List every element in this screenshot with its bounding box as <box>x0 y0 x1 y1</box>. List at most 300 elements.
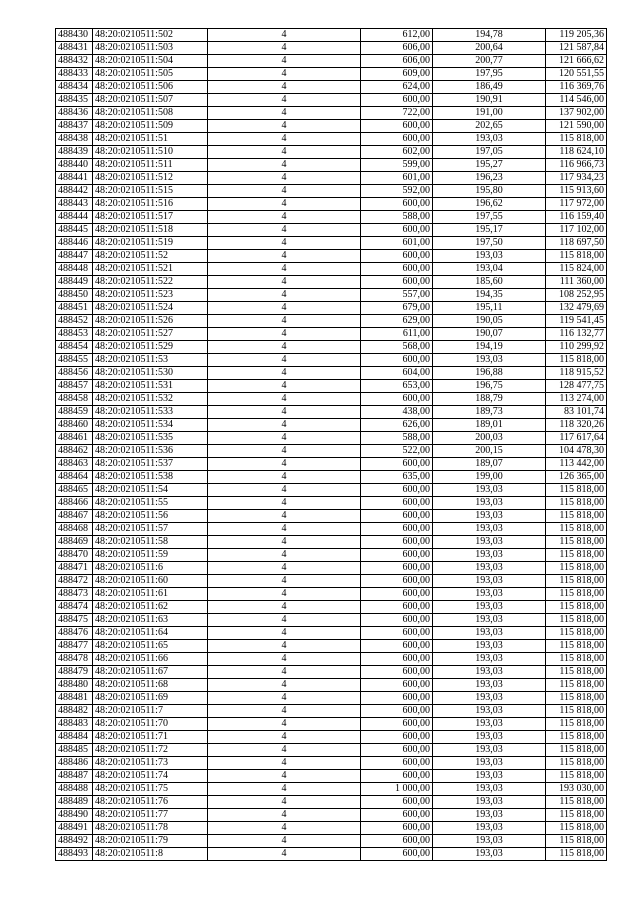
table-row <box>56 484 607 497</box>
cadastral-value-cell: 137 902,00 <box>546 107 607 120</box>
group-cell: 4 <box>208 263 361 276</box>
cadastral-number-cell: 48:20:0210511:502 <box>93 29 208 42</box>
cadastral-number-cell: 48:20:0210511:526 <box>93 315 208 328</box>
specific-value-cell: 197,95 <box>433 68 546 81</box>
cadastral-value-cell: 115 818,00 <box>546 250 607 263</box>
area-cell: 522,00 <box>361 445 433 458</box>
cadastral-value-cell: 115 913,60 <box>546 185 607 198</box>
area-cell: 438,00 <box>361 406 433 419</box>
row-id-cell: 488489 <box>56 796 93 809</box>
area-cell: 600,00 <box>361 705 433 718</box>
cadastral-number-cell: 48:20:0210511:529 <box>93 341 208 354</box>
row-id-cell: 488470 <box>56 549 93 562</box>
specific-value-cell: 193,03 <box>433 757 546 770</box>
row-id-cell: 488437 <box>56 120 93 133</box>
cadastral-value-cell: 104 478,30 <box>546 445 607 458</box>
cadastral-value-cell: 118 320,26 <box>546 419 607 432</box>
group-cell: 4 <box>208 42 361 55</box>
cadastral-number-cell: 48:20:0210511:524 <box>93 302 208 315</box>
table-row <box>56 159 607 172</box>
group-cell: 4 <box>208 81 361 94</box>
row-id-cell: 488444 <box>56 211 93 224</box>
cadastral-number-cell: 48:20:0210511:72 <box>93 744 208 757</box>
cadastral-value-cell: 115 818,00 <box>546 562 607 575</box>
table-row <box>56 536 607 549</box>
specific-value-cell: 193,03 <box>433 835 546 848</box>
group-cell: 4 <box>208 133 361 146</box>
cadastral-value-cell: 115 818,00 <box>546 510 607 523</box>
row-id-cell: 488492 <box>56 835 93 848</box>
specific-value-cell: 193,03 <box>433 679 546 692</box>
group-cell: 4 <box>208 614 361 627</box>
cadastral-number-cell: 48:20:0210511:507 <box>93 94 208 107</box>
specific-value-cell: 193,03 <box>433 250 546 263</box>
row-id-cell: 488493 <box>56 848 93 861</box>
cadastral-number-cell: 48:20:0210511:61 <box>93 588 208 601</box>
specific-value-cell: 194,19 <box>433 341 546 354</box>
table-row <box>56 224 607 237</box>
table-row <box>56 406 607 419</box>
cadastral-number-cell: 48:20:0210511:512 <box>93 172 208 185</box>
group-cell: 4 <box>208 302 361 315</box>
table-row <box>56 380 607 393</box>
group-cell: 4 <box>208 770 361 783</box>
row-id-cell: 488469 <box>56 536 93 549</box>
area-cell: 600,00 <box>361 484 433 497</box>
cadastral-value-cell: 118 624,10 <box>546 146 607 159</box>
row-id-cell: 488461 <box>56 432 93 445</box>
specific-value-cell: 202,65 <box>433 120 546 133</box>
group-cell: 4 <box>208 575 361 588</box>
area-cell: 722,00 <box>361 107 433 120</box>
group-cell: 4 <box>208 107 361 120</box>
table-row <box>56 757 607 770</box>
specific-value-cell: 200,77 <box>433 55 546 68</box>
row-id-cell: 488455 <box>56 354 93 367</box>
cadastral-value-cell: 193 030,00 <box>546 783 607 796</box>
group-cell: 4 <box>208 666 361 679</box>
table-row <box>56 198 607 211</box>
area-cell: 568,00 <box>361 341 433 354</box>
table-row <box>56 666 607 679</box>
table-row <box>56 432 607 445</box>
cadastral-number-cell: 48:20:0210511:6 <box>93 562 208 575</box>
cadastral-number-cell: 48:20:0210511:516 <box>93 198 208 211</box>
group-cell: 4 <box>208 55 361 68</box>
specific-value-cell: 190,07 <box>433 328 546 341</box>
cadastral-number-cell: 48:20:0210511:53 <box>93 354 208 367</box>
row-id-cell: 488450 <box>56 289 93 302</box>
area-cell: 599,00 <box>361 159 433 172</box>
group-cell: 4 <box>208 523 361 536</box>
row-id-cell: 488466 <box>56 497 93 510</box>
table-row <box>56 679 607 692</box>
area-cell: 600,00 <box>361 354 433 367</box>
area-cell: 600,00 <box>361 809 433 822</box>
table-row <box>56 237 607 250</box>
specific-value-cell: 199,00 <box>433 471 546 484</box>
group-cell: 4 <box>208 237 361 250</box>
cadastral-number-cell: 48:20:0210511:505 <box>93 68 208 81</box>
row-id-cell: 488432 <box>56 55 93 68</box>
row-id-cell: 488487 <box>56 770 93 783</box>
cadastral-number-cell: 48:20:0210511:51 <box>93 133 208 146</box>
row-id-cell: 488462 <box>56 445 93 458</box>
group-cell: 4 <box>208 198 361 211</box>
group-cell: 4 <box>208 393 361 406</box>
row-id-cell: 488446 <box>56 237 93 250</box>
specific-value-cell: 197,50 <box>433 237 546 250</box>
cadastral-number-cell: 48:20:0210511:70 <box>93 718 208 731</box>
specific-value-cell: 193,04 <box>433 263 546 276</box>
table-row <box>56 29 607 42</box>
row-id-cell: 488452 <box>56 315 93 328</box>
cadastral-number-cell: 48:20:0210511:530 <box>93 367 208 380</box>
area-cell: 609,00 <box>361 68 433 81</box>
specific-value-cell: 193,03 <box>433 510 546 523</box>
specific-value-cell: 193,03 <box>433 133 546 146</box>
group-cell: 4 <box>208 120 361 133</box>
row-id-cell: 488458 <box>56 393 93 406</box>
area-cell: 600,00 <box>361 679 433 692</box>
area-cell: 600,00 <box>361 640 433 653</box>
cadastral-value-cell: 115 818,00 <box>546 354 607 367</box>
cadastral-value-cell: 115 818,00 <box>546 809 607 822</box>
area-cell: 600,00 <box>361 458 433 471</box>
specific-value-cell: 193,03 <box>433 796 546 809</box>
cadastral-value-cell: 115 818,00 <box>546 731 607 744</box>
group-cell: 4 <box>208 796 361 809</box>
row-id-cell: 488456 <box>56 367 93 380</box>
table-row <box>56 848 607 861</box>
specific-value-cell: 193,03 <box>433 562 546 575</box>
specific-value-cell: 186,49 <box>433 81 546 94</box>
cadastral-value-cell: 115 818,00 <box>546 796 607 809</box>
row-id-cell: 488430 <box>56 29 93 42</box>
table-row <box>56 367 607 380</box>
area-cell: 600,00 <box>361 757 433 770</box>
group-cell: 4 <box>208 705 361 718</box>
table-row <box>56 471 607 484</box>
cadastral-value-cell: 116 966,73 <box>546 159 607 172</box>
specific-value-cell: 193,03 <box>433 848 546 861</box>
specific-value-cell: 193,03 <box>433 692 546 705</box>
specific-value-cell: 193,03 <box>433 718 546 731</box>
area-cell: 600,00 <box>361 731 433 744</box>
cadastral-number-cell: 48:20:0210511:511 <box>93 159 208 172</box>
area-cell: 600,00 <box>361 250 433 263</box>
cadastral-value-cell: 115 818,00 <box>546 718 607 731</box>
row-id-cell: 488465 <box>56 484 93 497</box>
specific-value-cell: 195,27 <box>433 159 546 172</box>
group-cell: 4 <box>208 484 361 497</box>
cadastral-value-cell: 115 818,00 <box>546 744 607 757</box>
area-cell: 600,00 <box>361 120 433 133</box>
table-row <box>56 172 607 185</box>
group-cell: 4 <box>208 432 361 445</box>
row-id-cell: 488447 <box>56 250 93 263</box>
group-cell: 4 <box>208 601 361 614</box>
cadastral-number-cell: 48:20:0210511:57 <box>93 523 208 536</box>
area-cell: 606,00 <box>361 42 433 55</box>
specific-value-cell: 193,03 <box>433 809 546 822</box>
area-cell: 592,00 <box>361 185 433 198</box>
row-id-cell: 488480 <box>56 679 93 692</box>
specific-value-cell: 193,03 <box>433 783 546 796</box>
specific-value-cell: 193,03 <box>433 549 546 562</box>
cadastral-number-cell: 48:20:0210511:537 <box>93 458 208 471</box>
group-cell: 4 <box>208 679 361 692</box>
row-id-cell: 488435 <box>56 94 93 107</box>
cadastral-value-cell: 113 274,00 <box>546 393 607 406</box>
row-id-cell: 488443 <box>56 198 93 211</box>
table-row <box>56 510 607 523</box>
group-cell: 4 <box>208 458 361 471</box>
area-cell: 600,00 <box>361 744 433 757</box>
cadastral-value-cell: 116 369,76 <box>546 81 607 94</box>
group-cell: 4 <box>208 367 361 380</box>
cadastral-value-cell: 116 132,77 <box>546 328 607 341</box>
cadastral-value-cell: 118 697,50 <box>546 237 607 250</box>
cadastral-value-cell: 117 102,00 <box>546 224 607 237</box>
cadastral-number-cell: 48:20:0210511:535 <box>93 432 208 445</box>
row-id-cell: 488434 <box>56 81 93 94</box>
cadastral-value-cell: 115 818,00 <box>546 614 607 627</box>
table-row <box>56 796 607 809</box>
group-cell: 4 <box>208 159 361 172</box>
row-id-cell: 488449 <box>56 276 93 289</box>
cadastral-value-cell: 132 479,69 <box>546 302 607 315</box>
cadastral-number-cell: 48:20:0210511:533 <box>93 406 208 419</box>
area-cell: 588,00 <box>361 432 433 445</box>
row-id-cell: 488486 <box>56 757 93 770</box>
row-id-cell: 488433 <box>56 68 93 81</box>
specific-value-cell: 193,03 <box>433 744 546 757</box>
group-cell: 4 <box>208 172 361 185</box>
specific-value-cell: 193,03 <box>433 653 546 666</box>
cadastral-value-cell: 115 818,00 <box>546 835 607 848</box>
specific-value-cell: 200,03 <box>433 432 546 445</box>
group-cell: 4 <box>208 692 361 705</box>
cadastral-value-cell: 115 818,00 <box>546 666 607 679</box>
specific-value-cell: 197,55 <box>433 211 546 224</box>
cadastral-value-cell: 117 934,23 <box>546 172 607 185</box>
row-id-cell: 488485 <box>56 744 93 757</box>
specific-value-cell: 189,07 <box>433 458 546 471</box>
cadastral-value-cell: 118 915,52 <box>546 367 607 380</box>
cadastral-number-cell: 48:20:0210511:532 <box>93 393 208 406</box>
cadastral-value-cell: 115 818,00 <box>546 484 607 497</box>
group-cell: 4 <box>208 276 361 289</box>
table-row <box>56 419 607 432</box>
cadastral-value-cell: 115 818,00 <box>546 549 607 562</box>
table-row <box>56 146 607 159</box>
row-id-cell: 488440 <box>56 159 93 172</box>
area-cell: 626,00 <box>361 419 433 432</box>
area-cell: 606,00 <box>361 55 433 68</box>
cadastral-value-table <box>55 28 607 861</box>
area-cell: 600,00 <box>361 575 433 588</box>
row-id-cell: 488478 <box>56 653 93 666</box>
table-row <box>56 445 607 458</box>
row-id-cell: 488491 <box>56 822 93 835</box>
table-row <box>56 692 607 705</box>
cadastral-value-cell: 114 546,00 <box>546 94 607 107</box>
specific-value-cell: 194,35 <box>433 289 546 302</box>
cadastral-number-cell: 48:20:0210511:78 <box>93 822 208 835</box>
group-cell: 4 <box>208 250 361 263</box>
cadastral-value-cell: 126 365,00 <box>546 471 607 484</box>
specific-value-cell: 193,03 <box>433 536 546 549</box>
group-cell: 4 <box>208 627 361 640</box>
cadastral-number-cell: 48:20:0210511:68 <box>93 679 208 692</box>
area-cell: 600,00 <box>361 510 433 523</box>
cadastral-value-cell: 83 101,74 <box>546 406 607 419</box>
specific-value-cell: 189,01 <box>433 419 546 432</box>
table-row <box>56 458 607 471</box>
group-cell: 4 <box>208 328 361 341</box>
row-id-cell: 488460 <box>56 419 93 432</box>
cadastral-number-cell: 48:20:0210511:518 <box>93 224 208 237</box>
cadastral-number-cell: 48:20:0210511:55 <box>93 497 208 510</box>
group-cell: 4 <box>208 822 361 835</box>
cadastral-value-cell: 111 360,00 <box>546 276 607 289</box>
cadastral-number-cell: 48:20:0210511:71 <box>93 731 208 744</box>
cadastral-value-cell: 115 818,00 <box>546 770 607 783</box>
table-row <box>56 68 607 81</box>
cadastral-value-cell: 115 818,00 <box>546 692 607 705</box>
area-cell: 679,00 <box>361 302 433 315</box>
cadastral-value-cell: 115 818,00 <box>546 679 607 692</box>
cadastral-value-cell: 115 818,00 <box>546 133 607 146</box>
table-row <box>56 588 607 601</box>
group-cell: 4 <box>208 809 361 822</box>
cadastral-number-cell: 48:20:0210511:536 <box>93 445 208 458</box>
area-cell: 600,00 <box>361 497 433 510</box>
row-id-cell: 488471 <box>56 562 93 575</box>
cadastral-number-cell: 48:20:0210511:74 <box>93 770 208 783</box>
row-id-cell: 488459 <box>56 406 93 419</box>
row-id-cell: 488453 <box>56 328 93 341</box>
row-id-cell: 488438 <box>56 133 93 146</box>
specific-value-cell: 193,03 <box>433 822 546 835</box>
specific-value-cell: 196,75 <box>433 380 546 393</box>
cadastral-number-cell: 48:20:0210511:77 <box>93 809 208 822</box>
table-row <box>56 185 607 198</box>
cadastral-number-cell: 48:20:0210511:517 <box>93 211 208 224</box>
area-cell: 600,00 <box>361 796 433 809</box>
cadastral-number-cell: 48:20:0210511:509 <box>93 120 208 133</box>
cadastral-value-cell: 110 299,92 <box>546 341 607 354</box>
row-id-cell: 488476 <box>56 627 93 640</box>
cadastral-value-cell: 115 818,00 <box>546 705 607 718</box>
cadastral-value-cell: 117 617,64 <box>546 432 607 445</box>
cadastral-value-cell: 119 205,36 <box>546 29 607 42</box>
area-cell: 600,00 <box>361 263 433 276</box>
table-row <box>56 822 607 835</box>
cadastral-number-cell: 48:20:0210511:66 <box>93 653 208 666</box>
cadastral-number-cell: 48:20:0210511:79 <box>93 835 208 848</box>
group-cell: 4 <box>208 211 361 224</box>
cadastral-number-cell: 48:20:0210511:538 <box>93 471 208 484</box>
cadastral-value-cell: 121 587,84 <box>546 42 607 55</box>
area-cell: 600,00 <box>361 614 433 627</box>
cadastral-value-cell: 120 551,55 <box>546 68 607 81</box>
row-id-cell: 488482 <box>56 705 93 718</box>
table-row <box>56 276 607 289</box>
table-row <box>56 809 607 822</box>
cadastral-number-cell: 48:20:0210511:527 <box>93 328 208 341</box>
row-id-cell: 488468 <box>56 523 93 536</box>
cadastral-number-cell: 48:20:0210511:73 <box>93 757 208 770</box>
specific-value-cell: 196,88 <box>433 367 546 380</box>
area-cell: 600,00 <box>361 562 433 575</box>
table-row <box>56 133 607 146</box>
cadastral-value-cell: 121 590,00 <box>546 120 607 133</box>
table-row <box>56 107 607 120</box>
cadastral-number-cell: 48:20:0210511:54 <box>93 484 208 497</box>
specific-value-cell: 194,78 <box>433 29 546 42</box>
area-cell: 601,00 <box>361 172 433 185</box>
area-cell: 600,00 <box>361 523 433 536</box>
specific-value-cell: 185,60 <box>433 276 546 289</box>
cadastral-number-cell: 48:20:0210511:506 <box>93 81 208 94</box>
area-cell: 600,00 <box>361 770 433 783</box>
cadastral-number-cell: 48:20:0210511:52 <box>93 250 208 263</box>
cadastral-number-cell: 48:20:0210511:521 <box>93 263 208 276</box>
table-row <box>56 393 607 406</box>
area-cell: 600,00 <box>361 718 433 731</box>
cadastral-number-cell: 48:20:0210511:519 <box>93 237 208 250</box>
area-cell: 624,00 <box>361 81 433 94</box>
group-cell: 4 <box>208 848 361 861</box>
table-row <box>56 94 607 107</box>
group-cell: 4 <box>208 341 361 354</box>
row-id-cell: 488457 <box>56 380 93 393</box>
specific-value-cell: 193,03 <box>433 354 546 367</box>
specific-value-cell: 197,05 <box>433 146 546 159</box>
table-row <box>56 250 607 263</box>
area-cell: 600,00 <box>361 627 433 640</box>
cadastral-value-cell: 115 818,00 <box>546 822 607 835</box>
table-row <box>56 120 607 133</box>
row-id-cell: 488463 <box>56 458 93 471</box>
row-id-cell: 488442 <box>56 185 93 198</box>
cadastral-number-cell: 48:20:0210511:522 <box>93 276 208 289</box>
area-cell: 600,00 <box>361 393 433 406</box>
row-id-cell: 488474 <box>56 601 93 614</box>
table-body <box>56 29 607 861</box>
group-cell: 4 <box>208 731 361 744</box>
specific-value-cell: 200,64 <box>433 42 546 55</box>
table-row <box>56 562 607 575</box>
row-id-cell: 488464 <box>56 471 93 484</box>
specific-value-cell: 189,73 <box>433 406 546 419</box>
area-cell: 600,00 <box>361 601 433 614</box>
table-row <box>56 211 607 224</box>
table-row <box>56 263 607 276</box>
cadastral-value-cell: 115 818,00 <box>546 757 607 770</box>
group-cell: 4 <box>208 185 361 198</box>
area-cell: 611,00 <box>361 328 433 341</box>
cadastral-value-cell: 115 818,00 <box>546 640 607 653</box>
specific-value-cell: 195,80 <box>433 185 546 198</box>
specific-value-cell: 193,03 <box>433 705 546 718</box>
row-id-cell: 488483 <box>56 718 93 731</box>
cadastral-number-cell: 48:20:0210511:56 <box>93 510 208 523</box>
group-cell: 4 <box>208 718 361 731</box>
cadastral-number-cell: 48:20:0210511:7 <box>93 705 208 718</box>
